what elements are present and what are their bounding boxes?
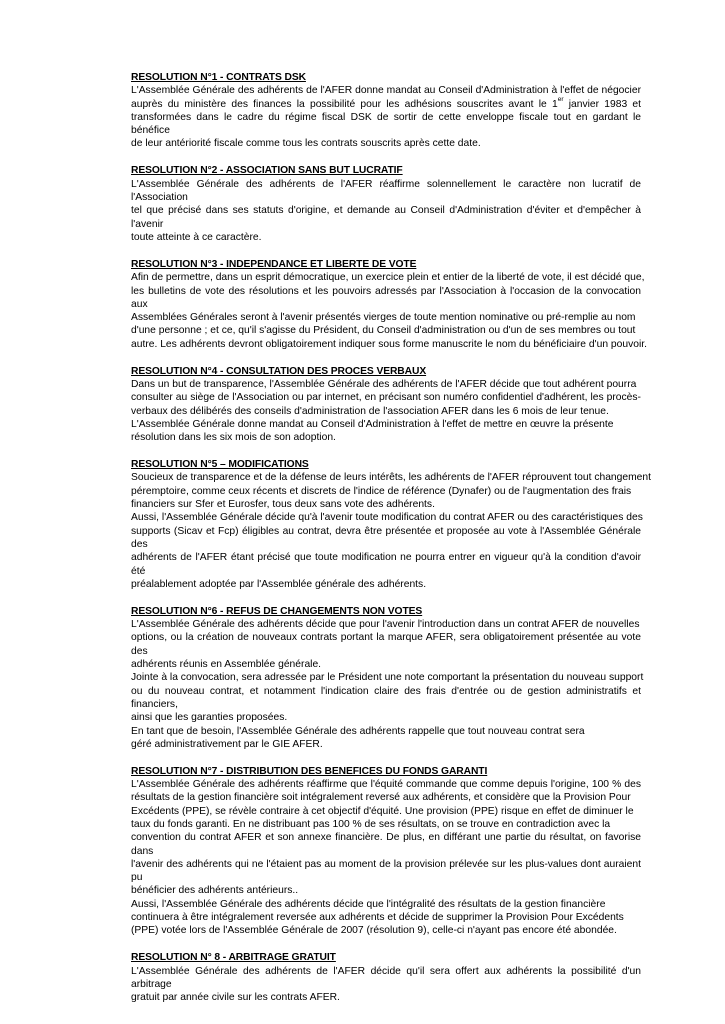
resolution-title: RESOLUTION N°5 – MODIFICATIONS — [131, 459, 309, 471]
resolution-3 — [131, 258, 647, 351]
resolution-6 — [131, 605, 644, 751]
text-line: Dans un but de transparence, l'Assemblée Générale des adhérents de l'AFER décide que tout adhérent pourra — [131, 379, 637, 390]
resolution-body — [131, 471, 651, 591]
text-line: bénéficier des adhérents antérieurs.. — [131, 885, 299, 897]
resolution-title: RESOLUTION N°1 - CONTRATS DSK — [131, 72, 306, 83]
resolution-5 — [131, 458, 651, 591]
resolution-2 — [131, 164, 641, 244]
text-line: consulter au siège de l'Association ou par internet, en précisant son numéro confidentiel d'adhérent, les procès- — [131, 392, 641, 404]
paragraph — [131, 471, 651, 591]
text-line: Assemblées Générales seront à l'avenir présentés vierges de toute mention nominative ou pré-remplie au nom — [131, 312, 636, 324]
text-line: Aussi, l'Assemblée Générale décide qu'à l'avenir toute modification du contrat AFER ou des caractéristiques des — [131, 512, 643, 524]
text-line: préalablement adoptée par l'Assemblée générale des adhérents. — [131, 578, 427, 590]
text-line: Soucieux de transparence et de la défense de leurs intérêts, les adhérents de l'AFER réprouvent tout changement — [131, 472, 651, 484]
text-line: adhérents de l'AFER étant précisé que toute modification ne pourra entrer en vigueur qu'à la condition d'avoir été — [131, 552, 641, 577]
text-line: Aussi, l'Assemblée Générale des adhérents décide que l'intégralité des résultats de la gestion financière — [131, 898, 606, 910]
resolution-8 — [131, 951, 641, 1004]
text-line: L'Assemblée Générale des adhérents de l'AFER décide qu'il sera offert aux adhérents la possibilité d'un arbitrage — [131, 965, 641, 990]
text-fragment: auprès du ministère des finances la possibilité pour les adhésions souscrites avant le 1 — [131, 98, 558, 110]
text-line: continuera à être intégralement reversée aux adhérents et décide de supprimer la Provision Pour Excédents — [131, 912, 624, 924]
text-line: taux du fonds garanti. En ne distribuant pas 100 % de ses résultats, on se trouve en contradiction avec la — [131, 818, 611, 830]
text-line: supports (Sicav et Fcp) éligibles au contrat, devra être présentée et proposée au vote à l'Assemblée Générale des — [131, 525, 641, 550]
text-line: l'avenir des adhérents qui ne l'étaient pas au moment de la provision prélevée sur les plus-values dont auraient pu — [131, 858, 641, 884]
paragraph — [131, 965, 641, 1005]
resolution-title: RESOLUTION N°2 - ASSOCIATION SANS BUT LUCRATIF — [131, 165, 403, 177]
paragraph — [131, 778, 641, 898]
resolution-7 — [131, 765, 641, 938]
text-line: gratuit par année civile sur les contrats AFER. — [131, 992, 340, 1004]
text-line: Jointe à la convocation, sera adressée par le Président une note comportant la présentation du nouveau support — [131, 672, 644, 684]
text-line: résultats de la gestion financière soit intégralement reversé aux adhérents, et considère que la Provision Pour — [131, 792, 631, 804]
resolution-title: RESOLUTION N°7 - DISTRIBUTION DES BENEFICES DU FONDS GARANTI — [131, 765, 488, 777]
text-line: transformées dans le cadre du régime fiscal DSK de sortir de cette enveloppe fiscale tout en gardant le bénéfice — [131, 111, 641, 137]
resolution-body — [131, 84, 641, 150]
text-line: les bulletins de vote des résolutions et les pouvoirs adressés par l'Association à l'occasion de la convocation aux — [131, 285, 641, 310]
paragraph — [131, 725, 641, 752]
paragraph — [131, 898, 641, 938]
paragraph — [131, 378, 641, 444]
text-fragment: janvier 1983 et — [563, 98, 641, 110]
resolution-body — [131, 271, 647, 351]
text-line: L'Assemblée Générale donne mandat au Conseil d'Administration à l'effet de mettre en œuvre la présente — [131, 418, 614, 430]
text-line: options, ou la création de nouveaux contrats portant la marque AFER, sera obligatoirement présentée au vote des — [131, 632, 641, 657]
resolution-title: RESOLUTION N°4 - CONSULTATION DES PROCES VERBAUX — [131, 365, 427, 377]
text-line: toute atteinte à ce caractère. — [131, 231, 262, 243]
text-line: tel que précisé dans ses statuts d'origine, et demande au Conseil d'Administration d'éviter et d'empêcher à l'avenir — [131, 205, 641, 230]
text-line: En tant que de besoin, l'Assemblée Générale des adhérents rappelle que tout nouveau contrat sera — [131, 725, 585, 737]
text-line: d'une personne ; et ce, qu'il s'agisse du Président, du Conseil d'administration ou d'un de ses membres ou tout — [131, 325, 636, 337]
paragraph — [131, 271, 647, 351]
text-line: géré administrativement par le GIE AFER. — [131, 738, 323, 750]
paragraph — [131, 618, 641, 671]
superscript: er — [557, 95, 564, 103]
resolution-body — [131, 178, 641, 244]
resolution-title: RESOLUTION N°6 - REFUS DE CHANGEMENTS NON VOTES — [131, 605, 423, 617]
text-line: ou du nouveau contrat, et notamment l'indication claire des frais d'entrée ou de gestion administratifs et financiers, — [131, 685, 641, 710]
text-line: de leur antériorité fiscale comme tous les contrats souscrits après cette date. — [131, 138, 481, 150]
paragraph — [131, 671, 644, 724]
resolution-4 — [131, 365, 641, 445]
resolution-body — [131, 778, 641, 938]
text-line: financiers sur Sfer et Eurosfer, tous deux sans vote des adhérents. — [131, 499, 435, 511]
text-line: L'Assemblée Générale des adhérents de l'AFER réaffirme solennellement le caractère non lucratif de l'Association — [131, 178, 641, 204]
resolution-title: RESOLUTION N° 8 - ARBITRAGE GRATUIT — [131, 952, 336, 964]
resolution-body — [131, 618, 644, 751]
text-line: (PPE) votée lors de l'Assemblée Générale de 2007 (résolution 9), celle-ci n'ayant pas encore été abondée. — [131, 925, 617, 937]
resolution-title: RESOLUTION N°3 - INDEPENDANCE ET LIBERTE DE VOTE — [131, 258, 417, 270]
text-line: Afin de permettre, dans un esprit démocratique, un exercice plein et entier de la liberté de vote, il est décidé que, — [131, 272, 645, 284]
text-line: L'Assemblée Générale des adhérents réaffirme que l'équité commande que comme depuis l'origine, 100 % des — [131, 779, 641, 791]
resolution-body — [131, 965, 641, 1005]
text-line: adhérents réunis en Assemblée générale. — [131, 659, 322, 671]
text-line: ainsi que les garanties proposées. — [131, 712, 288, 724]
text-line — [131, 95, 641, 111]
text-line: convention du contrat AFER et son annexe financière. De plus, en différant une partie du résultat, on favorise dans — [131, 832, 641, 857]
paragraph — [131, 178, 641, 244]
document-page — [131, 71, 651, 1018]
resolution-1 — [131, 71, 641, 151]
text-line: L'Assemblée Générale des adhérents de l'AFER donne mandat au Conseil d'Administration à l'effet de négocier — [131, 85, 641, 97]
text-line: péremptoire, comme ceux récents et discrets de l'indice de référence (Dynafer) ou de l'augmentation des frais — [131, 485, 632, 497]
text-line: L'Assemblée Générale des adhérents décide que pour l'avenir l'introduction dans un contrat AFER de nouvelles — [131, 619, 640, 631]
text-line: Excédents (PPE), se révèle contraire à cet objectif d'équité. Une provision (PPE) risque en effet de diminuer le — [131, 805, 634, 817]
text-line: résolution dans les six mois de son adoption. — [131, 432, 336, 444]
text-line: autre. Les adhérents devront obligatoirement indiquer sous forme manuscrite le nom du bénéficiaire d'un pouvoir. — [131, 338, 647, 350]
text-line: verbaux des délibérés des conseils d'administration de l'association AFER dans les 6 mois de leur tenue. — [131, 405, 609, 417]
resolution-body — [131, 378, 641, 444]
paragraph — [131, 84, 641, 150]
